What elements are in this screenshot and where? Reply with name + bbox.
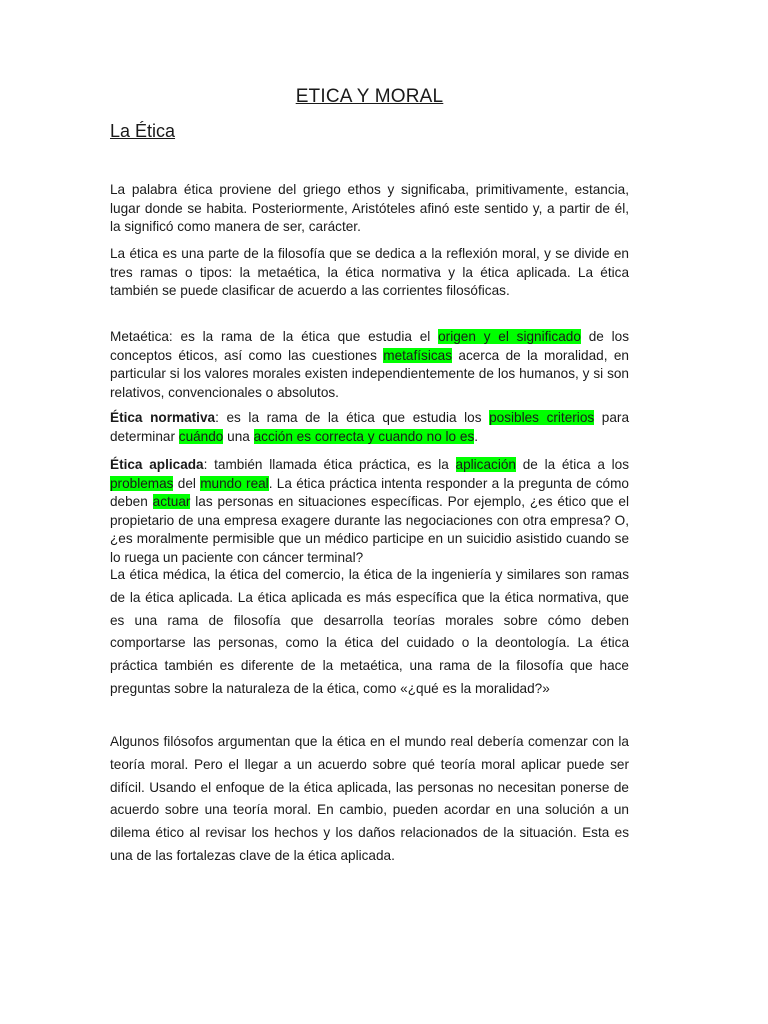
document-title: ETICA Y MORAL xyxy=(295,86,444,107)
paragraph-etica-aplicada xyxy=(110,456,629,568)
text-run: de la ética a los xyxy=(515,457,629,472)
highlighted-text: metafísicas xyxy=(383,347,453,363)
paragraph-applied-examples: La ética médica, la ética del comercio, la ética de la ingeniería y similares son ramas de la ética aplicada. La ética aplicada es más específica que la ética normativa, que es una rama de filosofía que desarrolla teorías morales sobre cómo deben comportarse las personas, como la ética del cuidado o la deontología. La ética práctica también es diferente de la metaética, una rama de la filosofía que hace preguntas sobre la naturaleza de la ética, como «¿qué es la moralidad?» xyxy=(110,567,629,696)
text-run: . La ética práctica intenta responder a la pregunta de cómo deben xyxy=(110,475,629,510)
text-run: las personas en situaciones específicas. Por ejemplo, ¿es ético que el propietario de una empresa exagere durante las negociaciones con otra empresa? O, ¿es moralmente permisible que un médico participe en un suicidio asistido cuando se lo ruega un paciente con cáncer terminal? xyxy=(110,494,629,565)
paragraph-etymology: La palabra ética proviene del griego ethos y significaba, primitivamente, estancia, lugar donde se habita. Posteriormente, Aristóteles afinó este sentido y, a partir de él, la significó como manera de ser, carácter. xyxy=(110,182,629,235)
text-run: de los conceptos éticos, así como las cuestiones xyxy=(110,329,629,363)
text-run: una xyxy=(223,428,254,444)
paragraph-etica-normativa xyxy=(110,409,629,446)
highlighted-text: origen y el significado xyxy=(438,329,581,344)
highlighted-text: aplicación xyxy=(455,457,516,472)
text-run: del xyxy=(173,475,201,491)
bold-term: Ética aplicada xyxy=(110,457,204,472)
paragraph-branches: La ética es una parte de la filosofía que se dedica a la reflexión moral, y se divide en tres ramas o tipos: la metaética, la ética normativa y la ética aplicada. La ética también se puede clasificar de acuerdo a las corrientes filosóficas. xyxy=(110,246,629,299)
text-run: : también llamada ética práctica, es la xyxy=(203,457,456,472)
text-run: acerca de la moralidad, en particular si los valores morales existen independientemente de los humanos, y si son relativos, convencionales o absolutos. xyxy=(110,347,629,400)
bold-term: Ética normativa xyxy=(110,410,216,425)
paragraph-philosophers: Algunos filósofos argumentan que la ética en el mundo real debería comenzar con la teoría moral. Pero el llegar a un acuerdo sobre qué teoría moral aplicar puede ser difícil. Usando el enfoque de la ética aplicada, las personas no necesitan ponerse de acuerdo sobre una teoría moral. En cambio, pueden acordar en una solución a un dilema ético al revisar los hechos y los daños relacionados de la situación. Esta es una de las fortalezas clave de la ética aplicada. xyxy=(110,734,629,863)
text-run: Metaética: es la rama de la ética que estudia el xyxy=(110,329,439,344)
highlighted-text: problemas xyxy=(110,475,174,491)
text-run: . xyxy=(474,428,479,444)
highlighted-text: posibles criterios xyxy=(489,410,595,425)
text-run: : es la rama de la ética que estudia los xyxy=(215,410,490,425)
section-heading: La Ética xyxy=(110,121,176,141)
paragraph-metaetica xyxy=(110,328,629,402)
highlighted-text: cuándo xyxy=(178,428,224,444)
highlighted-text: acción es correcta y cuando no lo es xyxy=(253,428,475,444)
text-run: para determinar xyxy=(110,410,629,444)
highlighted-text: actuar xyxy=(152,494,191,510)
highlighted-text: mundo real xyxy=(200,475,269,491)
